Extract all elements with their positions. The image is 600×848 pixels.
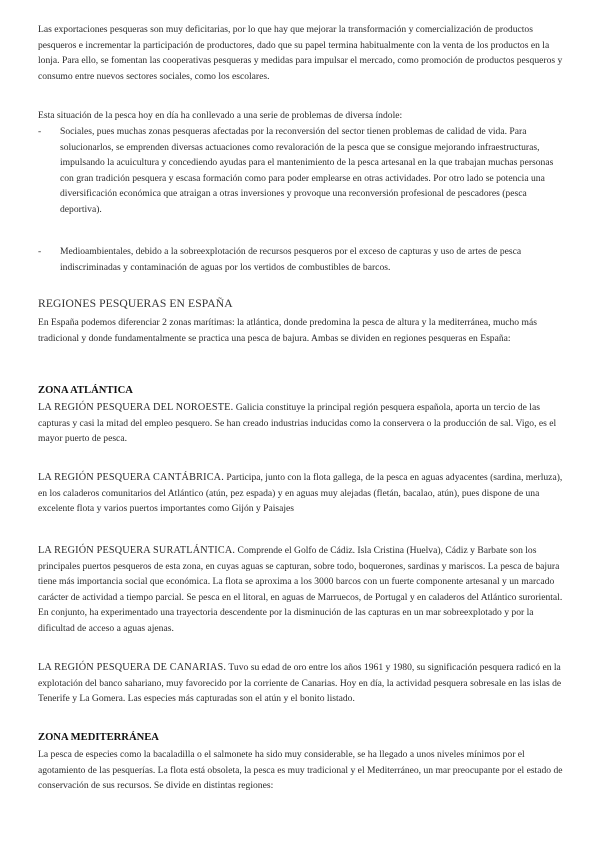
region-text: Participa, junto con la flota gallega, de la pesca en aguas adyacentes (sardina, merluza), en los caladeros comunitarios del Atlántico (atún, pez espada) y en aguas muy alejadas (fletán, bacalao, atún), pues dispone de una excelente flota y varios puertos importantes como Gijón y Paisajes bbox=[38, 472, 563, 515]
region-text: Galicia constituye la principal región pesquera española, aporta un tercio de las capturas y casi la mitad del empleo pesquero. Se han creado industrias inducidas como la conservera o la producción de sal. Vigo, es el mayor puerto de pesca. bbox=[38, 402, 557, 445]
region-paragraph-suratlantica bbox=[38, 543, 568, 637]
region-text: Comprende el Golfo de Cádiz. Isla Cristina (Huelva), Cádiz y Barbate son los principales puertos pesqueros de esta zona, en cuyas aguas se capturan, sobre todo, boquerones, sardinas y mariscos. La pesca de bajura tiene más importancia social que económica. La flota se aproxima a los 3000 barcos con un fuerte componente artesanal y un marcado carácter de actividad a tiempo parcial. Se pesca en el litoral, en aguas de Marruecos, de Portugal y en caladeros del Atlántico suroriental. En conjunto, ha experimentado una trayectoria descendente por la disminución de las capturas en un mar sobreexplotado y por la dificultad de acceso a aguas ajenas. bbox=[38, 545, 563, 634]
bullet-text: Sociales, pues muchas zonas pesqueras afectadas por la reconversión del sector tienen problemas de calidad de vida. Para solucionarlos, se emprenden diversas actuaciones como revaloración de la pesca que se consigue mejorando infraestructuras, impulsando la acuicultura y concediendo ayudas para el mantenimiento de la pesca artesanal en la que trabajan muchas personas con gran tradición pesquera y escasa formación como para poder emplearse en otras actividades. Por otro lado se potencia una diversificación económica que atraigan a otras inversiones y provoque una reconversión profesional de pescadores (pesca deportiva). bbox=[60, 126, 554, 215]
region-paragraph-cantabrica bbox=[38, 470, 568, 517]
section-title-regiones: REGIONES PESQUERAS EN ESPAÑA bbox=[38, 297, 233, 310]
region-paragraph-noroeste bbox=[38, 400, 568, 447]
zone-title-atlantica: ZONA ATLÁNTICA bbox=[38, 385, 133, 396]
mediterranea-paragraph: La pesca de especies como la bacaladilla o el salmonete ha sido muy considerable, se ha llegado a unos niveles mínimos por el agotamiento de las pesquerías. La flota está obsoleta, la pesca es muy tradicional y el Mediterráneo, un mar preocupante por el estado de conservación de sus recursos. Se divide en distintas regiones: bbox=[38, 749, 563, 792]
region-name: LA REGIÓN PESQUERA DEL NOROESTE. bbox=[38, 402, 234, 413]
region-name: LA REGIÓN PESQUERA DE CANARIAS. bbox=[38, 662, 227, 673]
bullet-dash: - bbox=[38, 126, 42, 137]
zone-title-mediterranea: ZONA MEDITERRÁNEA bbox=[38, 732, 159, 743]
intro-paragraph-2: Esta situación de la pesca hoy en día ha conllevado a una serie de problemas de diversa índole: bbox=[38, 110, 403, 121]
region-paragraph-canarias bbox=[38, 660, 568, 707]
region-text: Tuvo su edad de oro entre los años 1961 y 1980, su significación pesquera radicó en la explotación del banco sahariano, muy favorecido por la corriente de Canarias. Hoy en día, la actividad pesquera sobresale en las islas de Tenerife y La Gomera. Las especies más capturadas son el atún y el bonito listado. bbox=[38, 662, 562, 705]
bullet-text: Medioambientales, debido a la sobreexplotación de recursos pesqueros por el exceso de capturas y uso de artes de pesca indiscriminadas y contaminación de aguas por los vertidos de combustibles de barcos. bbox=[60, 246, 522, 273]
region-name: LA REGIÓN PESQUERA SURATLÁNTICA. bbox=[38, 545, 236, 556]
intro-paragraph-1: Las exportaciones pesqueras son muy deficitarias, por lo que hay que mejorar la transformación y comercialización de productos pesqueros e incrementar la participación de productores, dado que su papel termina habitualmente con la venta de los productos en la lonja. Para ello, se fomentan las cooperativas pesqueras y medidas para impulsar el mercado, como promoción de productos pesqueros y consumo entre nuevos sectores sociales, como los escolares. bbox=[38, 24, 563, 82]
regiones-paragraph: En España podemos diferenciar 2 zonas marítimas: la atlántica, donde predomina la pesca de altura y la mediterránea, mucho más tradicional y donde fundamentalmente se practica una pesca de bajura. Ambas se dividen en regiones pesqueras en España: bbox=[38, 317, 537, 344]
bullet-dash: - bbox=[38, 246, 42, 257]
region-name: LA REGIÓN PESQUERA CANTÁBRICA. bbox=[38, 472, 224, 483]
